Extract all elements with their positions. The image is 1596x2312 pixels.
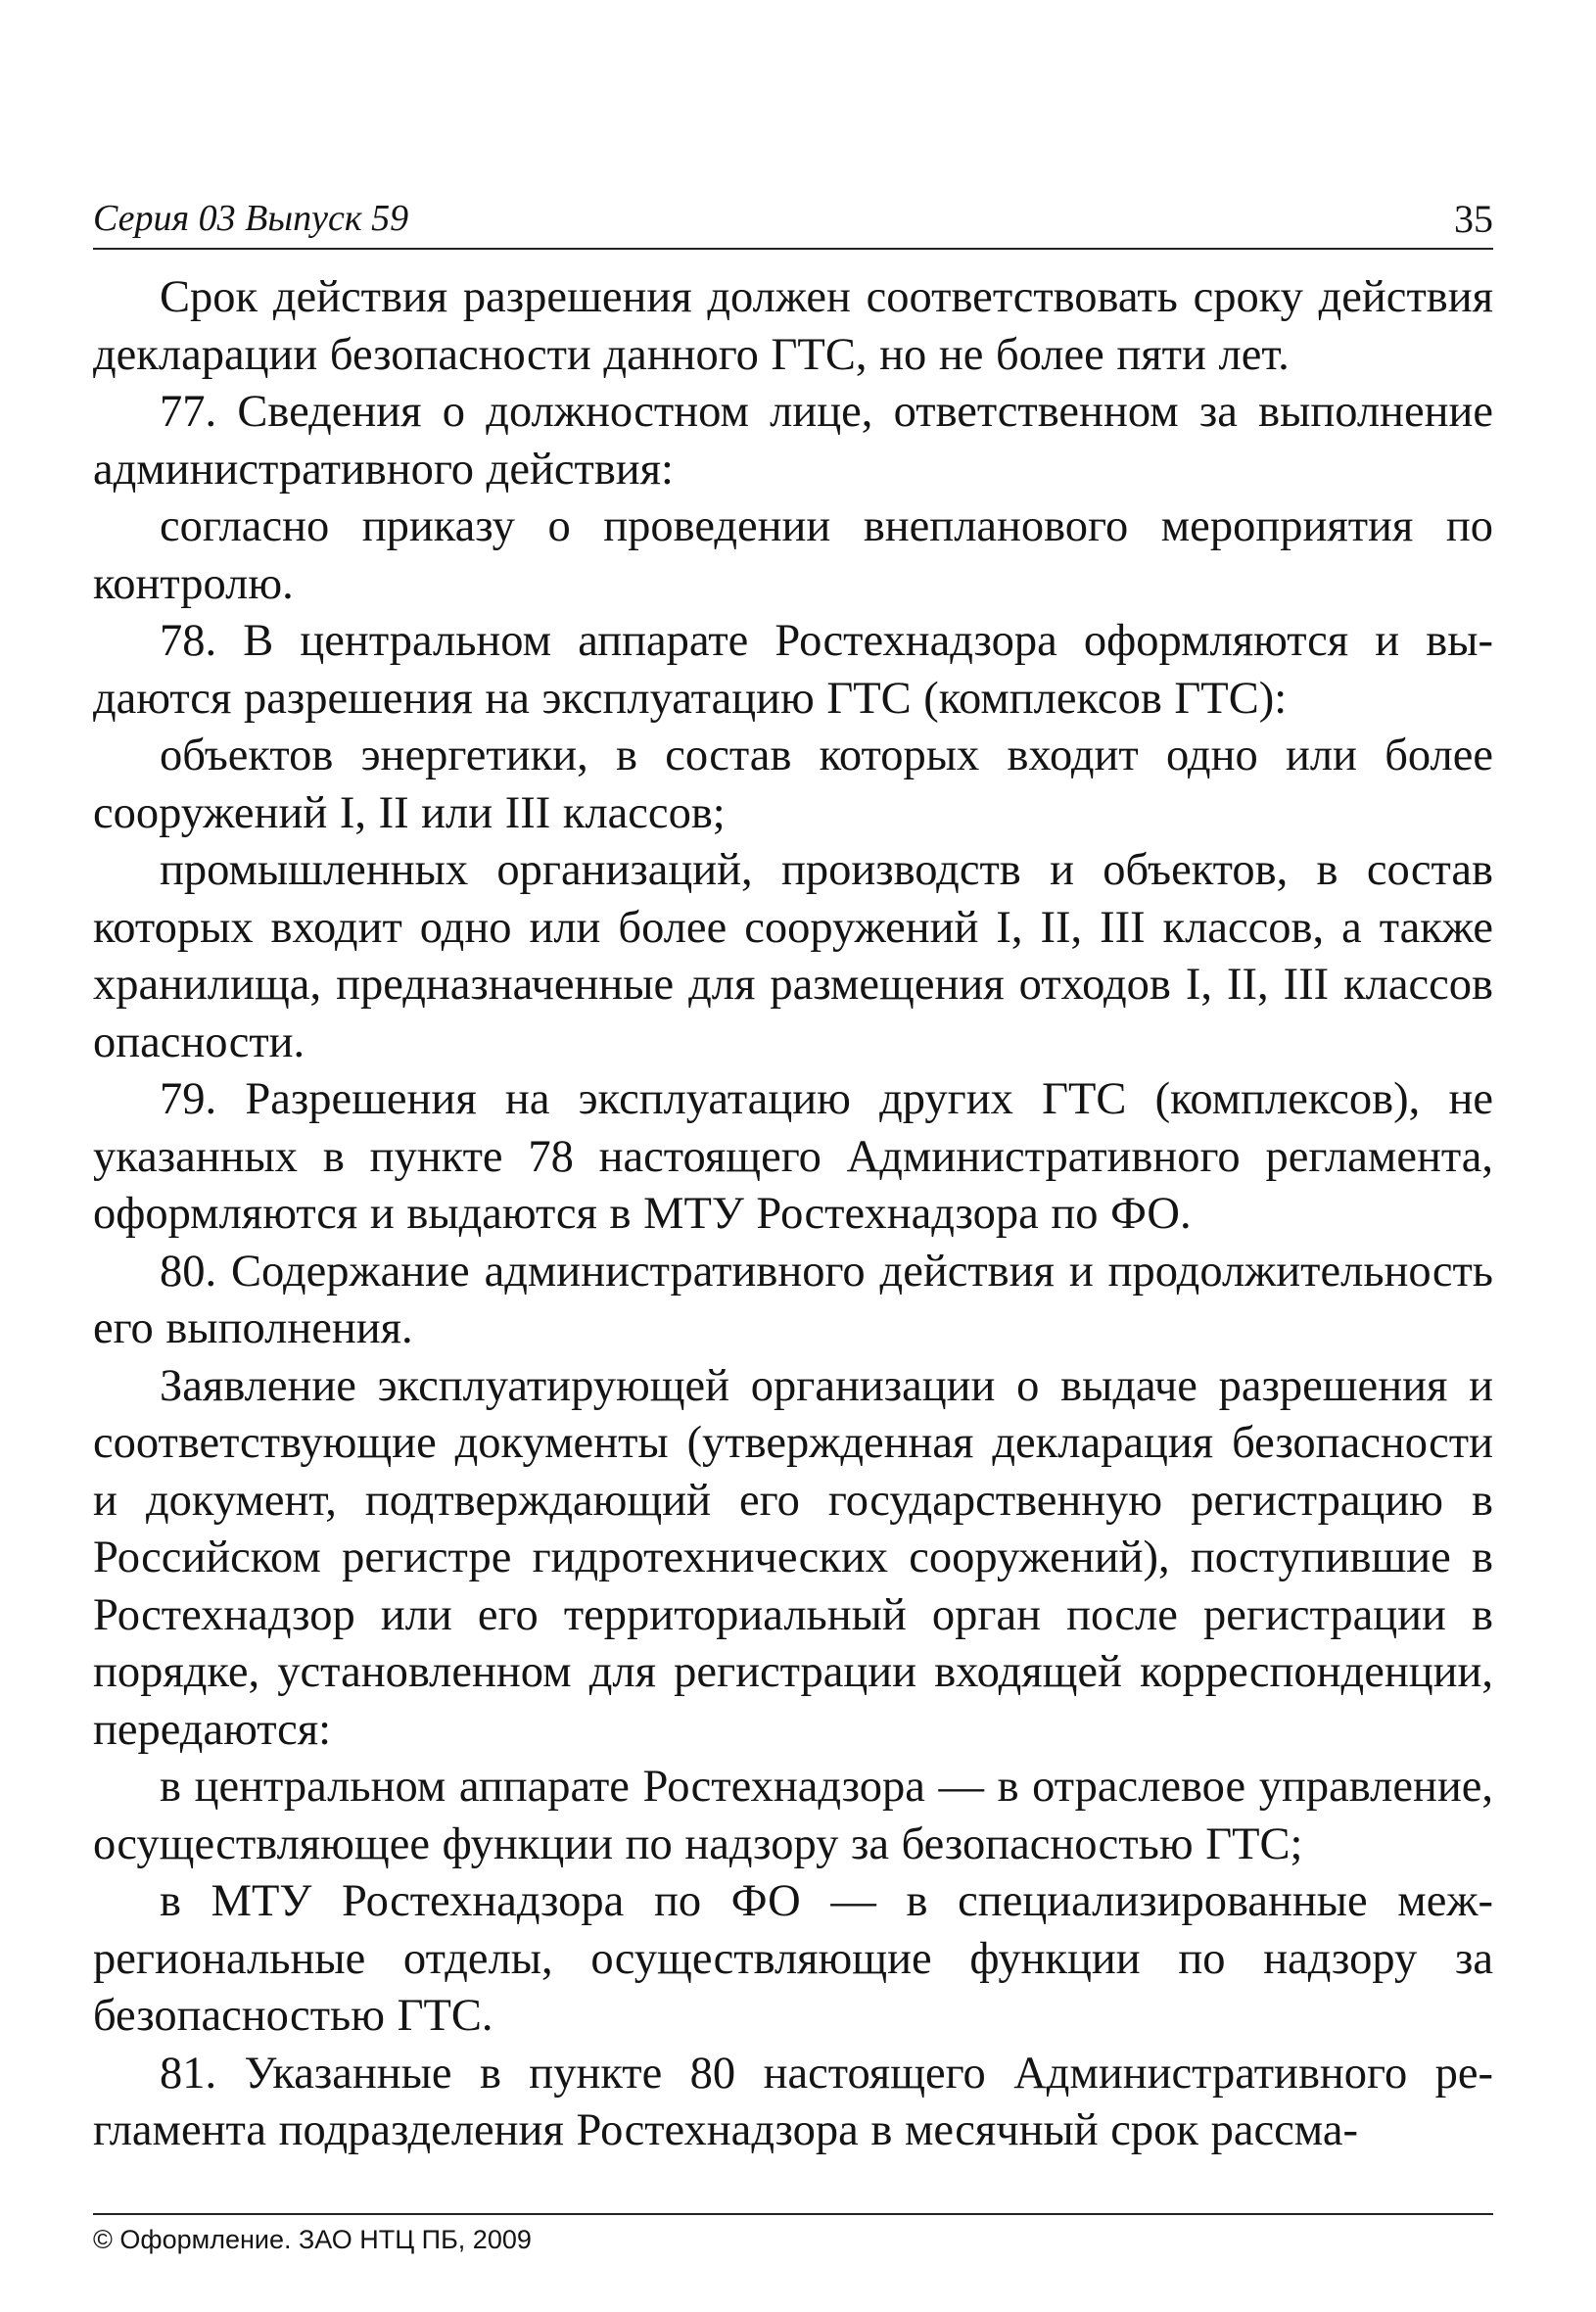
- paragraph: Заявление эксплуатирующей организации о выдаче разрешения и соответствующие документы (утвержденная декларация безопасности и документ, подтверждающий его государственную регистрацию в Российском регистре гидротехнических сооружений), поступившие в Ростехнадзор или его территориальный орган после регистрации в порядке, установленном для регистрации входящей корреспонденции, передаются:: [93, 1360, 1493, 1755]
- running-header: [93, 191, 1493, 250]
- paragraph: объектов энергетики, в состав которых входит одно или более сооружений I, II или III классов;: [93, 731, 1493, 838]
- series-title: Серия 03 Выпуск 59: [93, 198, 409, 239]
- document-page: [93, 191, 1493, 2160]
- paragraph: 79. Разрешения на эксплуатацию других ГТС (комплексов), не указанных в пункте 78 настоящего Административного регламента, оформляются и выдаются в МТУ Ростехнадзора по ФО.: [93, 1074, 1493, 1239]
- paragraph: 81. Указанные в пункте 80 настоящего Административного регламента подразделения Ростехнадзора в месячный срок рассма-: [93, 2048, 1493, 2155]
- page-number: 35: [1454, 197, 1493, 241]
- paragraph: в МТУ Ростехнадзора по ФО — в специализированные межрегиональные отделы, осуществляющие функции по надзору за безопасностью ГТС.: [93, 1876, 1493, 2041]
- paragraph: промышленных организаций, производств и объектов, в состав которых входит одно или более сооружений I, II, III классов, а также хранилища, предназначенные для размещения отходов I, II, III классов опасности.: [93, 845, 1493, 1067]
- paragraph: 77. Сведения о должностном лице, ответственном за выполнение административного действия:: [93, 387, 1493, 495]
- page-footer: [93, 2213, 1493, 2255]
- paragraph: Срок действия разрешения должен соответствовать сроку действия декларации безопасности данного ГТС, но не более пяти лет.: [93, 272, 1493, 380]
- paragraph: 78. В центральном аппарате Ростехнадзора оформляются и выдаются разрешения на эксплуатацию ГТС (комплексов ГТС):: [93, 616, 1493, 724]
- copyright-notice: © Оформление. ЗАО НТЦ ПБ, 2009: [93, 2225, 532, 2254]
- paragraph: в центральном аппарате Ростехнадзора — в отраслевое управление, осуществляющее функции по надзору за безопасностью ГТС;: [93, 1762, 1493, 1869]
- body-text: [93, 269, 1493, 2160]
- paragraph: 80. Содержание административного действия и продолжительность его выполнения.: [93, 1246, 1493, 1353]
- paragraph: согласно приказу о проведении внепланового мероприятия по контролю.: [93, 501, 1493, 609]
